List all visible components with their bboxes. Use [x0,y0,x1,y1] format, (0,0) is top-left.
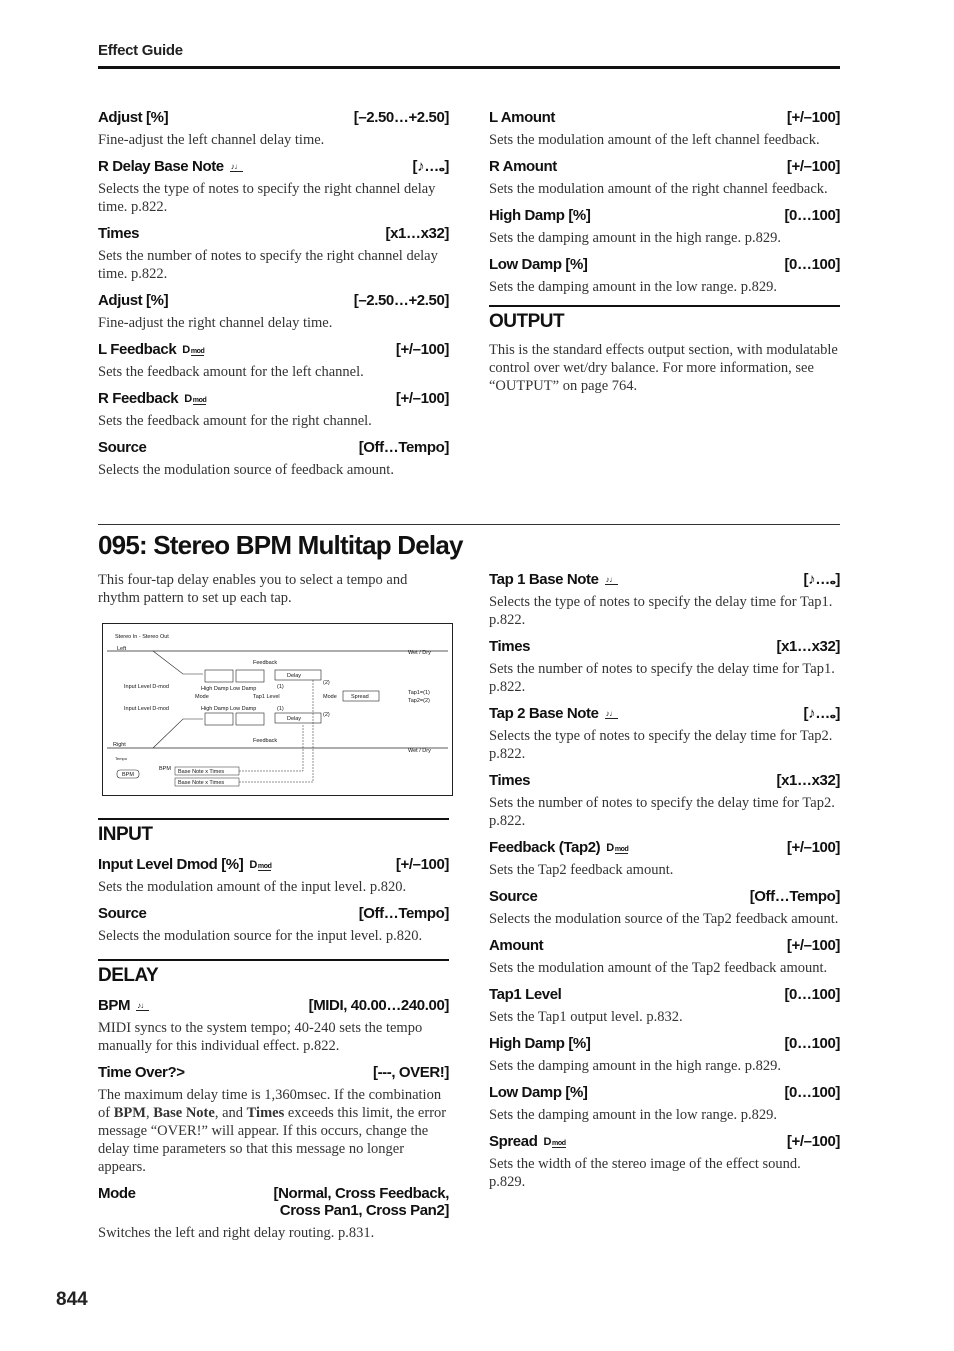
param-desc: Sets the modulation amount of the right channel feedback. [489,181,828,197]
param-block [489,986,840,1026]
param-block [489,772,840,830]
dmod-icon: D mod [182,343,205,356]
param-range-2: Cross Pan1, Cross Pan2] [279,1202,449,1219]
param-desc: Sets the damping amount in the low range. p.829. [489,1107,777,1123]
diagram-left-label: Left [117,646,127,652]
param-name: Amount [489,937,544,954]
param-desc: Sets the damping amount in the high range. p.829. [489,1058,781,1074]
diagram-lo-damp-2 [236,713,264,725]
param-desc: Sets the Tap1 output level. p.832. [489,1009,683,1025]
param-range: [x1…x32] [776,638,840,655]
param-block [489,1133,840,1191]
param-name: Times [489,772,531,789]
bottom-right-column [489,571,840,1200]
dmod-icon: D mod [249,858,272,871]
param-desc: Sets the Tap2 feedback amount. [489,862,674,878]
param-desc: Fine-adjust the left channel delay time. [98,132,325,148]
param-block [489,705,840,763]
param-name: Times [98,225,140,242]
param-range: [+/–100] [395,856,449,873]
param-desc: MIDI syncs to the system tempo; 40-240 sets the tempo manually for this individual effect. p.822. [98,1020,423,1054]
tempo-icon: ♪♩ [230,161,242,171]
diagram-wet-dry-2: Wet / Dry [408,748,431,754]
param-name: Times [489,638,531,655]
diagram-bpm-label-2: BPM [159,766,171,772]
tempo-icon: ♪♩ [137,1000,149,1010]
param-block [98,905,449,945]
param-desc: Selects the type of notes to specify the delay time for Tap1. p.822. [489,594,833,628]
param-time-over [98,1064,449,1176]
param-block [489,1084,840,1124]
title-rule [98,524,840,525]
param-name: Low Damp [%] [489,1084,588,1101]
diagram-bpm-label: BPM [122,772,134,778]
running-header: Effect Guide [98,42,183,59]
param-range: [Off…Tempo] [749,888,840,905]
param-name: R Delay Base Note [98,158,224,175]
param-block [98,856,449,896]
param-name: Tap 1 Base Note [489,571,599,588]
param-name: High Damp [%] [489,207,591,224]
diagram-tap-2b: (2) [323,712,330,718]
param-desc: Selects the modulation source of feedback amount. [98,462,394,478]
param-desc: Fine-adjust the right channel delay time. [98,315,333,331]
param-desc: Sets the modulation amount of the left channel feedback. [489,132,820,148]
param-name: R Feedback [98,390,179,407]
param-desc: Sets the modulation amount of the Tap2 feedback amount. [489,960,828,976]
param-block [98,158,449,216]
param-desc: Sets the feedback amount for the right channel. [98,413,372,429]
diagram-input-dmod-1: Input Level D-mod [124,684,169,690]
param-range: [0…100] [784,1035,840,1052]
param-name: High Damp [%] [489,1035,591,1052]
param-range: [0…100] [784,1084,840,1101]
param-range: [+/–100] [786,937,840,954]
param-block [489,571,840,629]
param-name: R Amount [489,158,557,175]
param-range: [+/–100] [395,390,449,407]
param-range: [♪…𝅝] [412,158,449,175]
param-range: [+/–100] [786,109,840,126]
param-desc: Sets the width of the stereo image of the effect sound. p.829. [489,1156,801,1190]
diagram-wet-dry-1: Wet / Dry [408,650,431,656]
param-desc: Sets the damping amount in the high range. p.829. [489,230,781,246]
param-range: [Off…Tempo] [358,905,449,922]
diagram-tap2-legend: Tap2=(2) [408,698,430,704]
param-block [489,638,840,696]
diagram-damp-label-2: High Damp Low Damp [201,706,257,712]
top-left-column [98,109,449,488]
effect-intro: This four-tap delay enables you to select a tempo and rhythm pattern to set up each tap. [98,572,408,606]
diagram-stereo-label: Stereo In - Stereo Out [115,634,169,640]
param-name: Low Damp [%] [489,256,588,273]
param-range: [♪…𝅝] [803,705,840,722]
param-range: [–2.50…+2.50] [353,292,449,309]
diagram-base-note-2: Base Note x Times [178,780,225,786]
output-section-title: OUTPUT [489,305,840,333]
param-range: [+/–100] [395,341,449,358]
param-desc: Sets the damping amount in the low range. p.829. [489,279,777,295]
dmod-icon: D mod [543,1135,566,1148]
diagram-feedback-2: Feedback [253,738,278,744]
param-block [489,256,840,296]
param-name: L Feedback [98,341,177,358]
input-section-title: INPUT [98,818,449,846]
param-block [98,225,449,283]
param-range: [x1…x32] [385,225,449,242]
signal-flow-diagram [102,623,453,796]
param-range: [0…100] [784,256,840,273]
delay-section-title: DELAY [98,959,449,987]
param-block [489,207,840,247]
diagram-tap-1b: (1) [277,706,284,712]
param-bpm [98,997,449,1055]
param-block [98,390,449,430]
param-range: [x1…x32] [776,772,840,789]
dmod-icon: D mod [606,841,629,854]
diagram-mode-label: Mode [195,694,209,700]
param-mode [98,1185,449,1242]
param-range: [Off…Tempo] [358,439,449,456]
param-block [489,109,840,149]
param-block [98,109,449,149]
param-desc: Sets the number of notes to specify the delay time for Tap2. p.822. [489,795,835,829]
diagram-hi-damp-2 [205,713,233,725]
param-range: [+/–100] [786,158,840,175]
param-name: Source [98,905,147,922]
diagram-feedback-1: Feedback [253,660,278,666]
diagram-delay-2: Delay [287,716,302,722]
param-range: [---, OVER!] [372,1064,449,1081]
param-block [489,1035,840,1075]
diagram-lo-damp-1 [236,670,264,682]
param-range: [+/–100] [786,1133,840,1150]
param-name: BPM [98,997,131,1014]
param-desc: Selects the type of notes to specify the right channel delay time. p.822. [98,181,436,215]
param-block [98,341,449,381]
param-block [489,937,840,977]
param-desc: Selects the type of notes to specify the delay time for Tap2. p.822. [489,728,833,762]
top-right-column [489,109,840,395]
param-desc: Sets the number of notes to specify the delay time for Tap1. p.822. [489,661,835,695]
diagram-tap1-legend: Tap1=(1) [408,690,430,696]
diagram-spread: Spread [351,694,369,700]
diagram-tap-2a: (2) [323,680,330,686]
param-range: [MIDI, 40.00…240.00] [308,997,449,1014]
diagram-hi-damp-1 [205,670,233,682]
param-range: [0…100] [784,986,840,1003]
page-number: 844 [56,1289,88,1310]
param-desc: Sets the modulation amount of the input level. p.820. [98,879,407,895]
param-name: Tap1 Level [489,986,562,1003]
param-desc: Sets the feedback amount for the left channel. [98,364,364,380]
bottom-left-column [98,571,449,607]
param-range: [+/–100] [786,839,840,856]
param-name: Source [489,888,538,905]
diagram-delay-1: Delay [287,673,302,679]
param-range: [–2.50…+2.50] [353,109,449,126]
dmod-icon: D mod [184,392,207,405]
param-desc: Switches the left and right delay routing. p.831. [98,1225,375,1241]
param-desc: Sets the number of notes to specify the right channel delay time. p.822. [98,248,438,282]
diagram-input-dmod-2: Input Level D-mod [124,706,169,712]
header-rule [98,66,840,69]
param-desc: The maximum delay time is 1,360msec. If the combination of BPM, Base Note, and Times exceeds this limit, the error message “OVER!” will appear. If this occurs, change the delay time parameters so that this message no longer appears. [98,1087,447,1175]
param-name: Input Level Dmod [%] [98,856,244,873]
param-block [98,292,449,332]
param-desc: Selects the modulation source for the input level. p.820. [98,928,423,944]
param-name: Spread [489,1133,538,1150]
diagram-damp-label-1: High Damp Low Damp [201,686,257,692]
param-name: Time Over?> [98,1064,185,1081]
effect-title: 095: Stereo BPM Multitap Delay [98,530,463,560]
param-range: [0…100] [784,207,840,224]
bottom-left-sections [98,818,449,1251]
diagram-tempo-label: Tempo [115,756,128,761]
tempo-icon: ♪♩ [605,708,617,718]
param-desc: Selects the modulation source of the Tap2 feedback amount. [489,911,839,927]
output-text: This is the standard effects output section, with modulatable control over wet/dry balance. For more information, see “OUTPUT” on page 764. [489,342,838,394]
param-name: Source [98,439,147,456]
param-name: Adjust [%] [98,292,169,309]
param-block [98,439,449,479]
tempo-icon: ♪♩ [605,574,617,584]
diagram-mode-label-2: Mode [323,694,337,700]
param-range-1: [Normal, Cross Feedback, [273,1185,449,1202]
param-name: Tap 2 Base Note [489,705,599,722]
param-name: Feedback (Tap2) [489,839,601,856]
diagram-tap1-level: Tap1 Level [253,694,280,700]
param-block [489,158,840,198]
param-block [489,888,840,928]
diagram-tap-1a: (1) [277,684,284,690]
diagram-right-label: Right [113,742,126,748]
param-name: Mode [98,1185,136,1202]
param-block [489,839,840,879]
diagram-base-note-1: Base Note x Times [178,769,225,775]
param-name: Adjust [%] [98,109,169,126]
param-range: [♪…𝅝] [803,571,840,588]
param-name: L Amount [489,109,555,126]
